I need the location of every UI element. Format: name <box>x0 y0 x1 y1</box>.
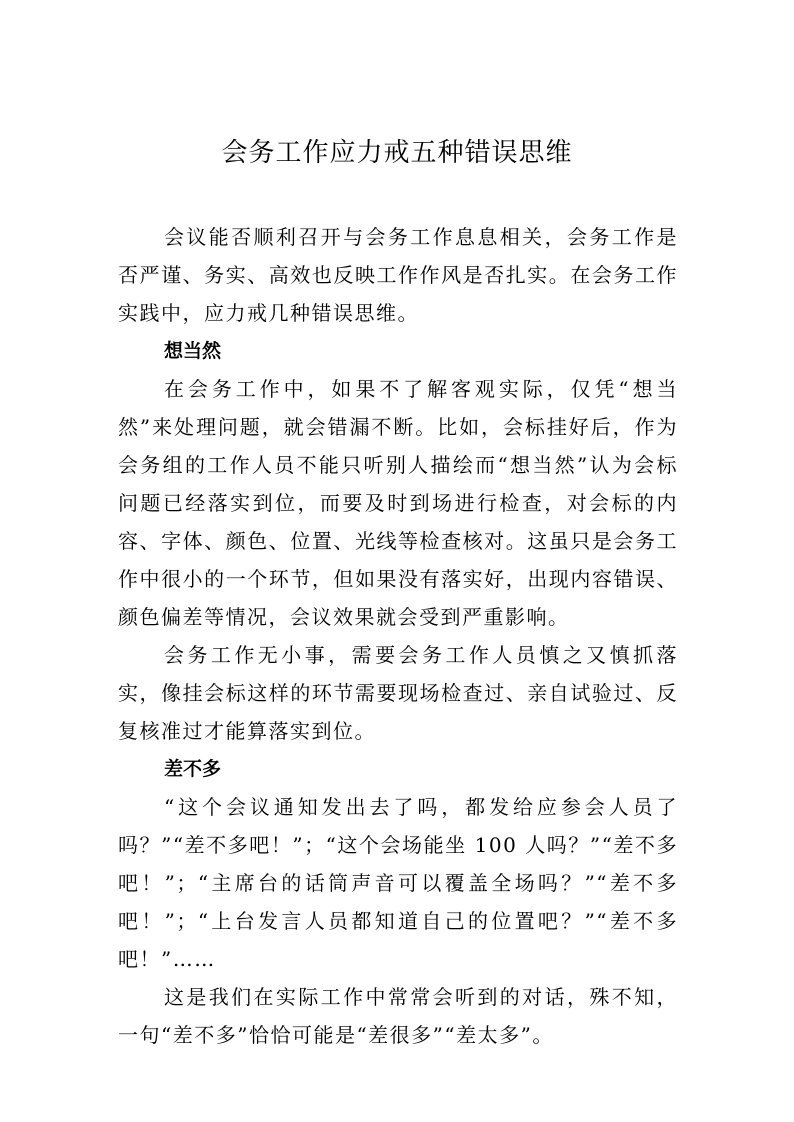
body-paragraph: 在会务工作中，如果不了解客观实际，仅凭“想当然”来处理问题，就会错漏不断。比如，会标挂好后，作为会务组的工作人员不能只听别人描绘而“想当然”认为会标问题已经落实到位，而要及时到场进行检查，对会标的内容、字体、颜色、位置、光线等检查核对。这虽只是会务工作中很小的一个环节，但如果没有落实好，出现内容错误、颜色偏差等情况，会议效果就会受到严重影响。 <box>118 377 678 629</box>
section-heading: 差不多 <box>164 758 222 780</box>
body-paragraph: 会务工作无小事，需要会务工作人员慎之又慎抓落实，像挂会标这样的环节需要现场检查过、亲自试验过、反复核准过才能算落实到位。 <box>118 643 678 743</box>
document-body <box>118 218 678 1054</box>
body-paragraph: “这个会议通知发出去了吗，都发给应参会人员了吗？”“差不多吧！”；“这个会场能坐 100 人吗？”“差不多吧！”；“主席台的话筒声音可以覆盖全场吗？”“差不多吧！”；“上台发言人员都知道自己的位置吧？”“差不多吧！”…… <box>118 795 678 971</box>
document-title: 会务工作应力戒五种错误思维 <box>221 138 573 168</box>
body-paragraph: 会议能否顺利召开与会务工作息息相关，会务工作是否严谨、务实、高效也反映工作作风是否扎实。在会务工作实践中，应力戒几种错误思维。 <box>118 225 678 325</box>
section-heading: 想当然 <box>164 340 222 362</box>
body-paragraph: 这是我们在实际工作中常常会听到的对话，殊不知，一句“差不多”恰恰可能是“差很多”“差太多”。 <box>118 985 678 1047</box>
